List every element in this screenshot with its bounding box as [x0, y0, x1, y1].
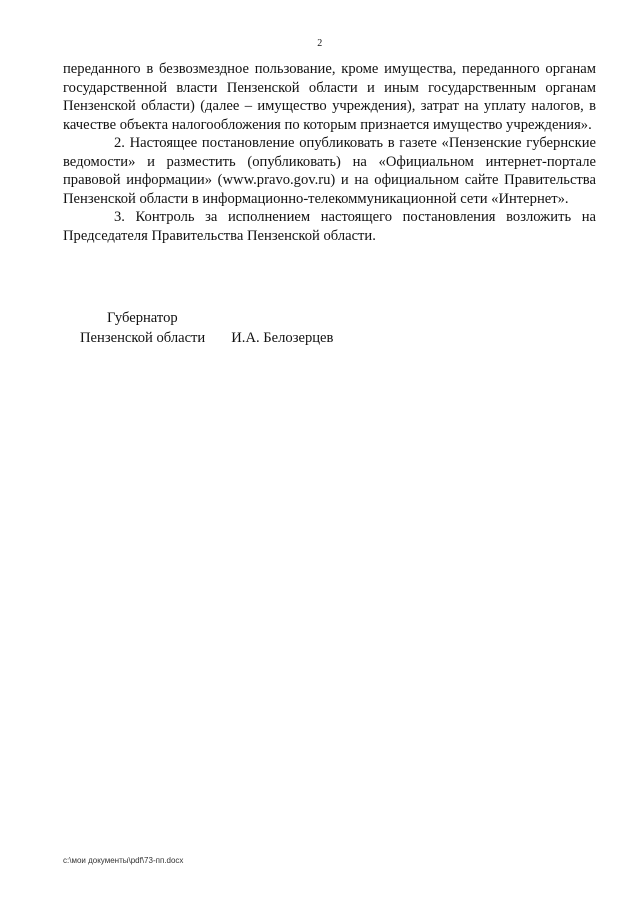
- page-number: 2: [317, 38, 323, 49]
- paragraph-3: 3. Контроль за исполнением настоящего постановления возложить на Председателя Правительства Пензенской области.: [63, 209, 596, 244]
- signature-block: [80, 308, 333, 348]
- signature-title-line2: Пензенской области: [80, 330, 206, 346]
- footer-file-path: c:\мои документы\pdf\73-пп.docx: [63, 856, 184, 865]
- signature-title-line1: Губернатор: [107, 310, 178, 326]
- paragraph-continuation: переданного в безвозмездное пользование, кроме имущества, переданного органам государственной власти Пензенской области и иным государственным органам Пензенской области) (далее – имущество учреждения), затрат на уплату налогов, в качестве объекта налогообложения по которым признается имущество учреждения».: [63, 61, 596, 133]
- paragraph-2: 2. Настоящее постановление опубликовать в газете «Пензенские губернские ведомости» и разместить (опубликовать) на «Официальном интернет-портале правовой информации» (www.pravo.gov.ru) и на официальном сайте Правительства Пензенской области в информационно-телекоммуникационной сети «Интернет».: [63, 135, 596, 207]
- document-body: [63, 60, 596, 245]
- signatory-name: И.А. Белозерцев: [231, 330, 334, 346]
